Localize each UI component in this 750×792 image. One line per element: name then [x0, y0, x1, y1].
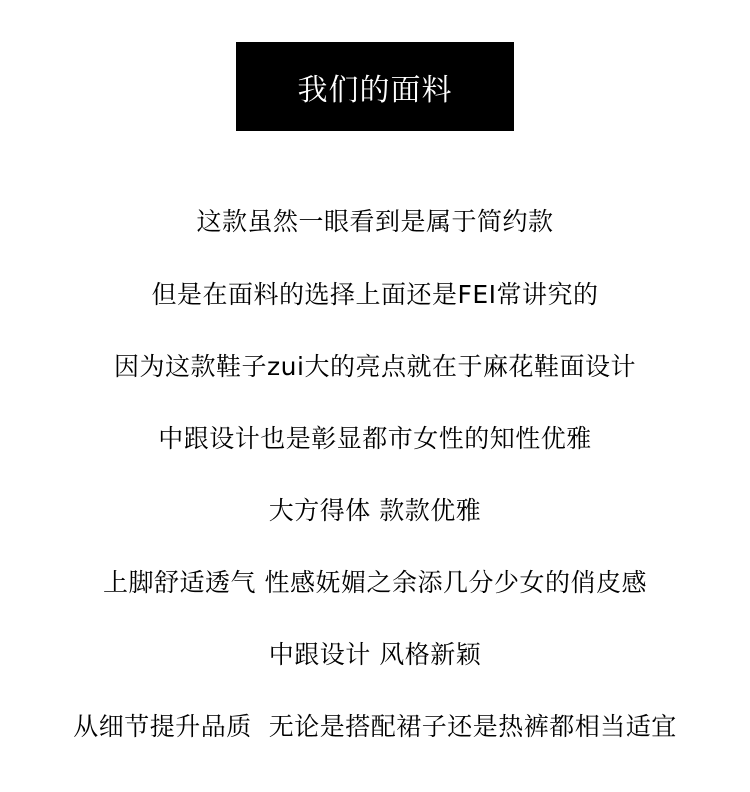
- description-line-3: 因为这款鞋子zui大的亮点就在于麻花鞋面设计: [114, 352, 636, 381]
- description-line-7: 中跟设计 风格新颖: [268, 640, 482, 669]
- description-line-5: 大方得体 款款优雅: [268, 496, 482, 525]
- description-line-8: 从细节提升品质 无论是搭配裙子还是热裤都相当适宜: [73, 712, 677, 741]
- section-title: 我们的面料: [297, 72, 453, 108]
- description-line-4: 中跟设计也是彰显都市女性的知性优雅: [158, 424, 592, 453]
- description-line-2: 但是在面料的选择上面还是FEI常讲究的: [151, 280, 599, 309]
- description-line-1: 这款虽然一眼看到是属于简约款: [196, 207, 554, 236]
- description-line-6: 上脚舒适透气 性感妩媚之余添几分少女的俏皮感: [103, 568, 647, 597]
- section-title-banner: [236, 42, 514, 131]
